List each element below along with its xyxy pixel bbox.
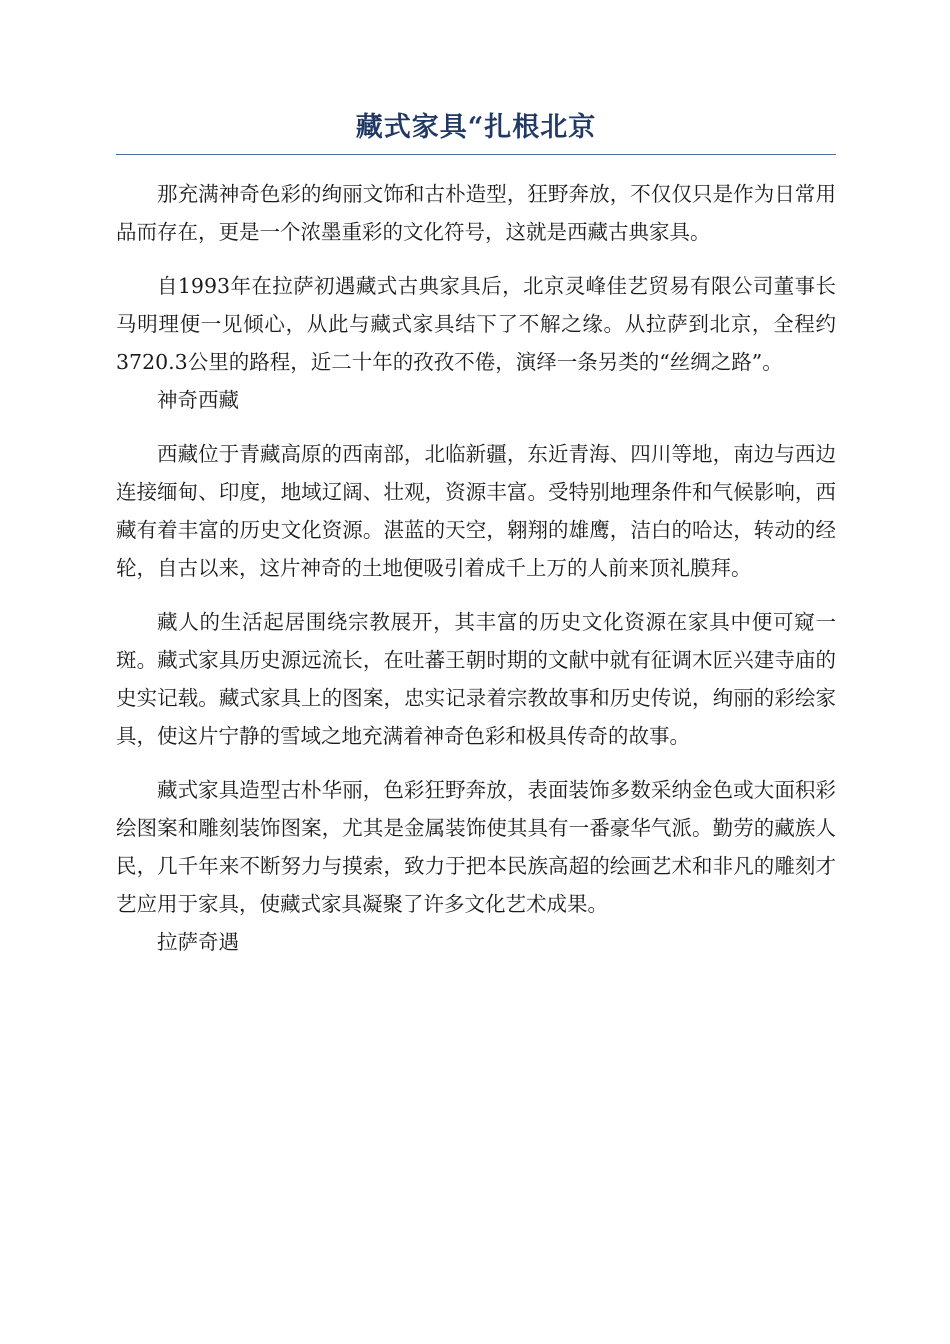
- paragraph-tibet-geography: 西藏位于青藏高原的西南部，北临新疆，东近青海、四川等地，南边与西边连接缅甸、印度，地域辽阔、壮观，资源丰富。受特别地理条件和气候影响，西藏有着丰富的历史文化资源。湛蓝的天空，翱翔的雄鹰，洁白的哈达，转动的经轮，自古以来，这片神奇的土地便吸引着成千上万的人前来顶礼膜拜。: [116, 442, 836, 580]
- section-heading-lhasa: 拉萨奇遇: [157, 930, 239, 954]
- paragraph-furniture-style: 藏式家具造型古朴华丽，色彩狂野奔放，表面装饰多数采纳金色或大面积彩绘图案和雕刻装饰图案，尤其是金属装饰使其具有一番豪华气派。勤劳的藏族人民，几千年来不断努力与摸索，致力于把本民族高超的绘画艺术和非凡的雕刻才艺应用于家具，使藏式家具凝聚了许多文化艺术成果。: [116, 778, 836, 916]
- paragraph-history: 自1993年在拉萨初遇藏式古典家具后，北京灵峰佳艺贸易有限公司董事长马明理便一见倾心，从此与藏式家具结下了不解之缘。从拉萨到北京，全程约3720.3公里的路程，近二十年的孜孜不倦，演绎一条另类的“丝绸之路”。: [116, 274, 836, 374]
- document-page: [116, 108, 836, 961]
- section-heading-tibet: 神奇西藏: [157, 388, 239, 412]
- paragraph-intro: 那充满神奇色彩的绚丽文饰和古朴造型，狂野奔放，不仅仅只是作为日常用品而存在，更是一个浓墨重彩的文化符号，这就是西藏古典家具。: [116, 182, 836, 244]
- paragraph-tibet-culture: 藏人的生活起居围绕宗教展开，其丰富的历史文化资源在家具中便可窥一斑。藏式家具历史源远流长，在吐蕃王朝时期的文献中就有征调木匠兴建寺庙的史实记载。藏式家具上的图案，忠实记录着宗教故事和历史传说，绚丽的彩绘家具，使这片宁静的雪域之地充满着神奇色彩和极具传奇的故事。: [116, 610, 836, 748]
- document-title: 藏式家具“扎根北京: [116, 108, 836, 155]
